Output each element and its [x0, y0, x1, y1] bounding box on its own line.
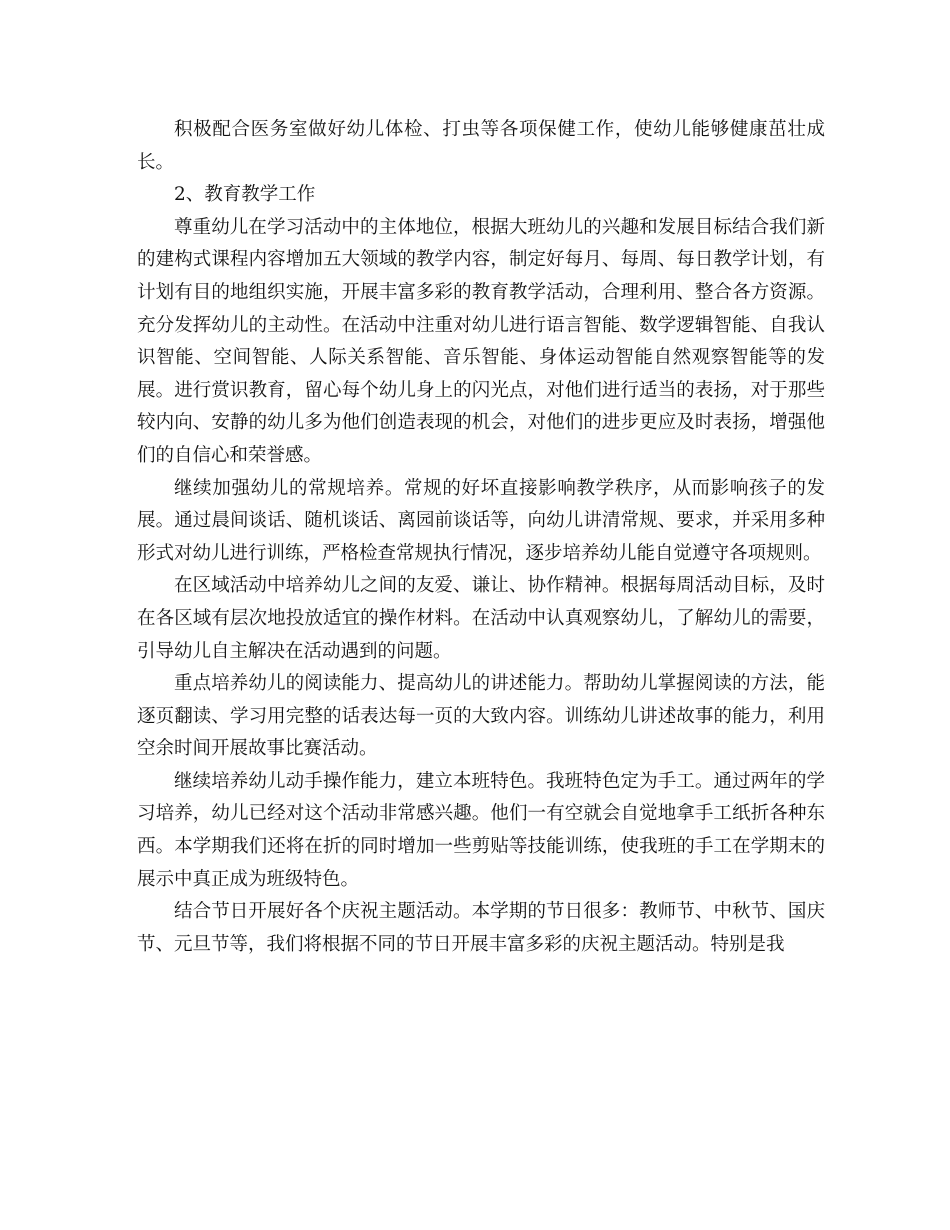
document-body — [137, 114, 825, 961]
paragraph-reading-ability: 重点培养幼儿的阅读能力、提高幼儿的讲述能力。帮助幼儿掌握阅读的方法，能逐页翻读、学习用完整的话表达每一页的大致内容。训练幼儿讲述故事的能力，利用空余时间开展故事比赛活动。 — [137, 673, 825, 760]
section-heading-teaching: 2、教育教学工作 — [174, 184, 316, 206]
paragraph-health-work: 积极配合医务室做好幼儿体检、打虫等各项保健工作，使幼儿能够健康茁壮成长。 — [137, 119, 825, 173]
paragraph-festival-activities: 结合节日开展好各个庆祝主题活动。本学期的节日很多：教师节、中秋节、国庆节、元旦节等，我们将根据不同的节日开展丰富多彩的庆祝主题活动。特别是我 — [137, 901, 825, 955]
paragraph-handcraft-feature: 继续培养幼儿动手操作能力，建立本班特色。我班特色定为手工。通过两年的学习培养，幼儿已经对这个活动非常感兴趣。他们一有空就会自觉地拿手工纸折各种东西。本学期我们还将在折的同时增加一些剪贴等技能训练，使我班的手工在学期末的展示中真正成为班级特色。 — [137, 770, 825, 890]
paragraph-respect-children: 尊重幼儿在学习活动中的主体地位，根据大班幼儿的兴趣和发展目标结合我们新的建构式课程内容增加五大领域的教学内容，制定好每月、每周、每日教学计划，有计划有目的地组织实施，开展丰富多彩的教育教学活动，合理利用、整合各方资源。充分发挥幼儿的主动性。在活动中注重对幼儿进行语言智能、数学逻辑智能、自我认识智能、空间智能、人际关系智能、音乐智能、身体运动智能自然观察智能等的发展。进行赏识教育，留心每个幼儿身上的闪光点，对他们进行适当的表扬，对于那些较内向、安静的幼儿多为他们创造表现的机会，对他们的进步更应及时表扬，增强他们的自信心和荣誉感。 — [137, 216, 825, 466]
paragraph-area-activities: 在区域活动中培养幼儿之间的友爱、谦让、协作精神。根据每周活动目标，及时在各区域有层次地投放适宜的操作材料。在活动中认真观察幼儿，了解幼儿的需要，引导幼儿自主解决在活动遇到的问题。 — [137, 575, 825, 662]
paragraph-routine-training: 继续加强幼儿的常规培养。常规的好坏直接影响教学秩序，从而影响孩子的发展。通过晨间谈话、随机谈话、离园前谈话等，向幼儿讲清常规、要求，并采用多种形式对幼儿进行训练，严格检查常规执行情况，逐步培养幼儿能自觉遵守各项规则。 — [137, 477, 825, 564]
